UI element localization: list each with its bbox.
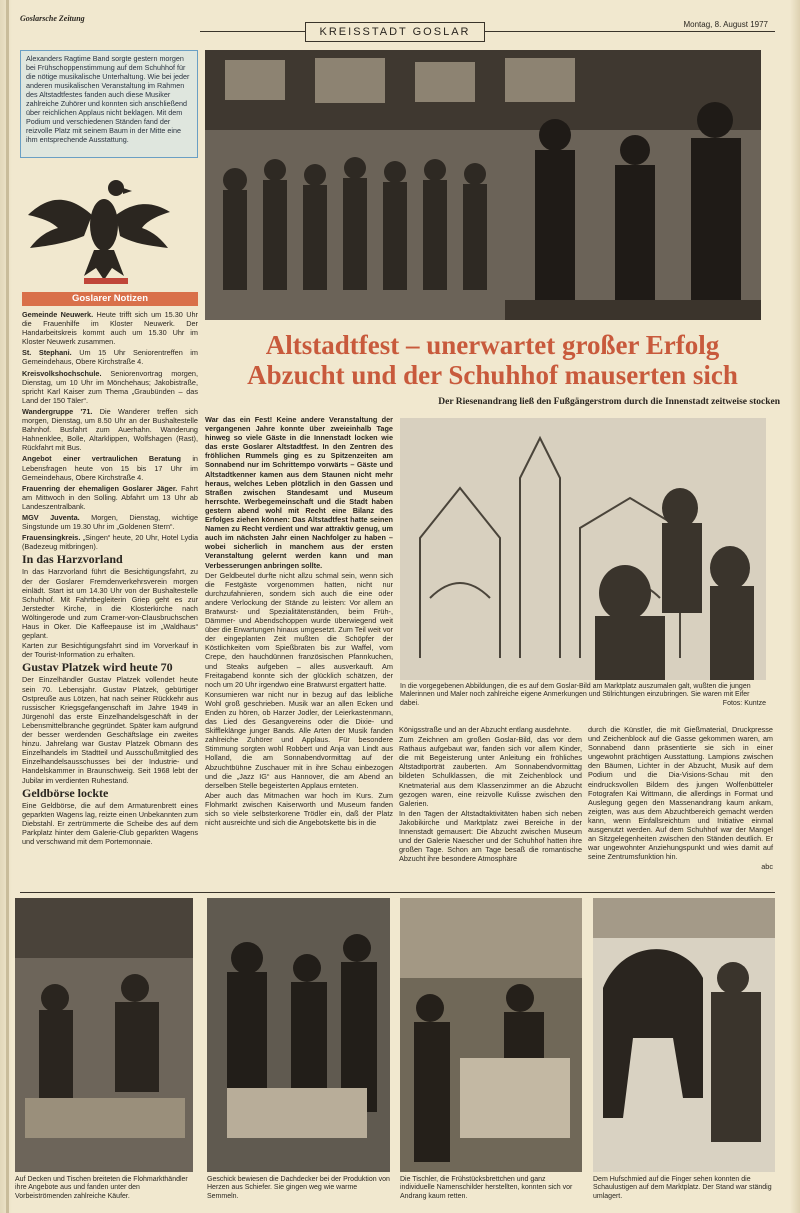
flohmarkt-photo (15, 898, 193, 1172)
platzek-text: Der Einzelhändler Gustav Platzek vollendet heute sein 70. Lebensjahr. Gustav Platzek, gebürtiger Ostpreuße aus Lötzen, hat nach seiner Rückkehr aus russischer Kriegsgefangenschaft im Jahre 1949 in Jürgenohl das erste Einzelhandelsgeschäft in der Lebensmittelbranche gegründet. Später kam aufgrund der besser werdenden Geschäftslage ein zweites hinzu. Jahrelang war Gustav Platzek Obmann des Einzelhandels im Stadtteil und Ausschußmitglied des Einzelhandelsausschusses bei der Industrie- und Handelskammer in Braunschweig. Seit 1968 lebt der Jubilar im verdienten Ruhestand. (22, 675, 198, 785)
notiz-item: Kreisvolkshochschule. Seniorenvortrag morgen, Dienstag, um 10 Uhr im Mönchehaus; Jakobistraße, spricht Karl Kaiser zum Thema „Graubünden – das Land der 150 Täler“. (22, 368, 198, 405)
harzvorland-text: Karten zur Besichtigungsfahrt sind im Vorverkauf in der Tourist-Information zu erhalten. (22, 641, 198, 660)
notiz-item: Wandergruppe '71. Die Wanderer treffen sich morgen, Dienstag, um 8.50 Uhr an der Bushaltestelle Bahnhof. Busfahrt zum Auerhahn. Wanderung Hahnenklee, Bolle, Altarklippen, Wolfshagen (Rast), Rückfahrt mit Bus. (22, 406, 198, 453)
harzvorland-text: In das Harzvorland führt die Besichtigungsfahrt, zu der der Goslarer Fremdenverkehrsverein morgen einlädt. Start ist um 14.30 Uhr von der Bushaltestelle Schuhhof. Mit Fahrtbegleiterin Griep geht es zur Jerstedter Kirche, in die Klosterkirche nach Wöltingerode und zum Cramer-von-Clausbruchschen Haus in Oker. Die Kaffeepause ist im „Waldhaus“ geplant. (22, 567, 198, 641)
notizen-title-bar: Goslarer Notizen (22, 292, 198, 306)
geldboerse-heading: Geldbörse lockte (22, 785, 109, 800)
notiz-item: Angebot einer vertraulichen Beratung in Lebensfragen heute von 15 bis 17 Uhr im Gemeindehaus, Obere Kirchstraße 4. (22, 454, 198, 482)
hufschmied-caption: Dem Hufschmied auf die Finger sehen konnten die Schaulustigen auf dem Marktplatz. Der Stand war ständig umlagert. (593, 1176, 772, 1200)
children-drawing-photo (400, 418, 766, 680)
article-column-2: Königsstraße und an der Abzucht entlang ausdehnte. Zum Zeichnen am großen Goslar-Bild, das vor dem Rathaus aufgebaut war, fanden sich vor allem Kinder, die mit Begeisterung unter Anleitung ein fröhliches Altstadtporträt zauberten. Am Sonnabendvormittag bildeten Schulklassen, die mit Zeichenblock und Knetmaterial aus dem Klassenzimmer an die Abzucht gezogen waren, eine reizvolle Kulisse zwischen den Galerien. In den Tagen der Altstadtaktivitäten haben sich neben Jakobikirche und Marktplatz zwei Bereiche in der Innenstadt gemausert: Die Abzucht zwischen Museum und der Galerie Naescher und der Schuhhof hatten ihre großen Tage. Schon am Tage besaß die romantische Abzucht ihre besondere Atmosphäre (399, 725, 582, 864)
drawing-caption: In die vorgegebenen Abbildungen, die es auf dem Goslar-Bild am Marktplatz auszumalen galt, wußten die jungen Malerinnen und Maler noch zahlreiche eigene Anmerkungen und Stilrichtungen einzubringen. Sie waren mit Eifer dabei. Fotos: Kuntze (400, 683, 766, 707)
left-news-column (22, 310, 198, 847)
notiz-item: Frauensingkreis. „Singen“ heute, 20 Uhr, Hotel Lydia (Badezeug mitbringen). (22, 533, 198, 552)
notiz-item: St. Stephani. Um 15 Uhr Seniorentreffen im Gemeindehaus, Obere Kirchstraße 4. (22, 348, 198, 367)
dachdecker-photo (207, 898, 390, 1172)
section-title: KREISSTADT GOSLAR (305, 22, 485, 42)
flohmarkt-caption: Auf Decken und Tischen breiteten die Flohmarkthändler ihre Angebote aus und fanden unter den Vorbeiströmenden zahlreiche Käufer. (15, 1176, 188, 1200)
photo-intro-text: Alexanders Ragtime Band sorgte gestern morgen bei Frühschoppenstimmung auf dem Schuhhof für die nötige musikalische Unterhaltung. Wie bei jeder anderen musikalischen Veranstaltung im Rahmen des Altstadtfestes fanden auch diese Musiker zahlreiche Zuhörer und konnten sich anschließend über reichlichen Applaus nicht beklagen. Mit dem Podium und verschiedenen Ständen fand der reizvolle Platz mit seinem Baum in der Mitte eine ihm entsprechende Ausstattung. (20, 50, 198, 158)
dachdecker-caption: Geschick bewiesen die Dachdecker bei der Produktion von Herzen aus Schiefer. Sie gingen weg wie warme Semmeln. (207, 1176, 390, 1200)
photo-credit: Fotos: Kuntze (722, 699, 766, 707)
page-fold (6, 0, 9, 1213)
masthead-rule (200, 31, 775, 32)
geldboerse-text: Eine Geldbörse, die auf dem Armaturenbrett eines geparkten Wagens lag, reizte einen Unbekannten zum Diebstahl. Er zertrümmerte die Scheibe des auf dem Parkplatz hinter dem Galerie-Club geparkten Wagens und verschwand mit dem Portemonnaie. (22, 800, 198, 847)
notiz-item: Frauenring der ehemaligen Goslarer Jäger. Fahrt am Mittwoch in den Solling. Abfahrt um 13 Uhr ab Landeszentralbank. (22, 483, 198, 511)
hufschmied-photo (593, 898, 775, 1172)
article-column-3: durch die Künstler, die mit Gießmaterial, Druckpresse und Zeichenblock auf die Gasse gekommen waren, am Sonnabend dann präsentierte sie sich in einer ungewohnt prächtigen Ausstattung. Lampions zwischen den Bäumen, Lichter in der Abzucht, Musik auf dem Podium und die Dia-Visions-Schau mit den eindrucksvollen Bildern des jungen Wolfenbütteler Fotografen Kai Wittmann, die allerdings in Format und Auslegung gegen den Massenandrang kaum ankam, zeigten, was aus dem Abzuchtbereich gemacht werden kann, wenn Einfallsreichtum und Initiative einmal ausgenutzt werden. Auf dem Schuhhof war der Mangel an Sitzgelegenheiten zwischen den Ständen deutlich. Er war ungewohnter Anziehungspunkt und wies damit auf seine Zentrumsfunktion hin. abc (588, 725, 773, 872)
harzvorland-heading: In das Harzvorland (22, 552, 123, 567)
platzek-heading: Gustav Platzek wird heute 70 (22, 660, 173, 675)
tischler-caption: Die Tischler, die Frühstücksbrettchen und ganz individuelle Namenschilder herstellten, konnten sich vor Andrang kaum retten. (400, 1176, 573, 1200)
article-column-1: War das ein Fest! Keine andere Veranstaltung der vergangenen Jahre konnte über zweieinhalb Tage hinweg so viele Gäste in die Innenstadt locken wie das erste Goslarer Altstadtfest. In den Zentren des fröhlichen Rummels ging es zu Spitzenzeiten am Sonnabend nur im Schrittempo vorwärts – Gäste und Altstadtkenner kamen aus dem Staunen nicht mehr heraus, welches Leben plötzlich in den Gassen und Straßen zwischen Standesamt und Museum herrschte. Werbegemeinschaft und die Stadt haben gestern abend wohl mit Recht eine Bilanz des Erfolges ziehen können: Das Altstadtfest hatte seinen Namen zu Recht verdient und war attraktiv genug, um auch im nächsten Jahr einen Nachfolger zu haben – wobei sicherlich in manchem aus der ersten Veranstaltung gelernt werden kann und man Verbesserungen anbringen sollte. Der Geldbeutel durfte nicht allzu schmal sein, wenn sich die Festgäste vorgenommen hatten, nicht nur durchzufahnieren, sondern sich auch die eine oder andere Verlockung der Stände zu leisten: Vor allem an Bratwurst- und Spezialitätenständen, beim Früh-, Dämmer- und Abendschoppen wurde überwiegend weit über die Erwartungen hinaus umgesetzt. Zum Teil weit vor der eingeplanten Zeit mußten die Schöpfer der Köstlichkeiten vom Spießbraten bis zur Waffel, vom Crepe, den hauchdünnen französischen Pfannkuchen, und Steaks aufgeben – alles ausverkauft. Am Freitagabend konnte sich der glücklich schätzen, der noch um 20 Uhr irgendwo eine Bratwurst ergattert hatte. Konsumieren war nicht nur in bezug auf das leibliche Wohl groß geschrieben. Musik war an allen Ecken und Enden zu hören, ob Harzer Jodler, der Leierkastenmann, das Lied des Gesangvereins oder die Dixie- und Skiffleklänge junger Bands. Alle Arten der Musik fanden zahlreiche Zuhörer und Applaus. Für besondere Stimmung sorgten wohl Robbert und Anja van Lindt aus Holland, die am Sonnabendvormittag auf der Abzuchtbühne Zuschauer mit in ihre Schau einbezogen und die „Jazz IG“ aus Hannover, die am Abend an derselben Stelle begeisterten Applaus ernteten. Aber auch das Mitmachen war hoch im Kurs. Zum Flohmarkt zwischen Kaiserworth und Museum fanden sich so viele selbsterkorene Trödler ein, daß der Platz nicht ausreichte und sich die Angebotskette bis in die (205, 415, 393, 828)
issue-date: Montag, 8. August 1977 (683, 20, 768, 29)
main-headline: Altstadtfest – unerwartet großer Erfolg Abzucht und der Schuhhof mauserten sich (247, 330, 738, 390)
band-photo (205, 50, 761, 320)
paper-name: Goslarsche Zeitung (20, 14, 85, 23)
author-signature: abc (761, 862, 773, 872)
notiz-item: Gemeinde Neuwerk. Heute trifft sich um 15.30 Uhr die Frauenhilfe im Kloster Neuwerk. Der Handarbeitskreis kommt auch um 15.30 Uhr im Kloster Neuwerk zusammen. (22, 310, 198, 347)
subheadline: Der Riesenandrang ließ den Fußgängerstrom durch die Innenstadt zeitweise stocken (438, 397, 780, 407)
goslar-eagle-emblem (24, 170, 174, 290)
tischler-photo (400, 898, 582, 1172)
bottom-rule (20, 892, 775, 893)
notiz-item: MGV Juventa. Morgen, Dienstag, wichtige Singstunde um 19.30 Uhr im „Goldenen Stern“. (22, 512, 198, 532)
